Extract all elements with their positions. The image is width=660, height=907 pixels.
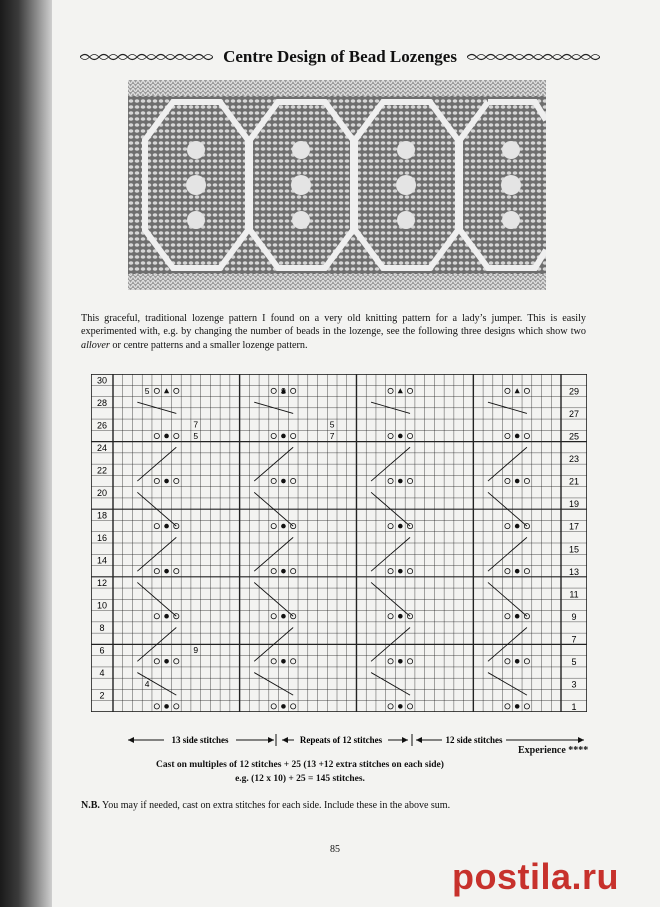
bead-dot-mark	[515, 614, 520, 619]
bead-dot-mark	[281, 614, 286, 619]
left-section-label: 13 side stitches	[171, 735, 229, 745]
page-number: 85	[330, 844, 340, 855]
intro-text: This graceful, traditional lozenge pattern I found on a very old knitting pattern for a lady’s jumper. This is easily experimented with, e.g. by changing the number of beads in the lozenge, see the following three designs which show two	[81, 313, 586, 338]
bead-dot-mark	[398, 569, 403, 574]
row-label-left: 20	[96, 487, 108, 498]
bead-dot-mark	[515, 659, 520, 664]
row-label-left: 14	[96, 555, 108, 566]
stitch-section-line	[126, 733, 586, 747]
row-label-left: 6	[99, 645, 105, 656]
stitch-count-label: 9	[281, 385, 286, 396]
stitch-count-label: 7	[329, 430, 335, 441]
note-text: You may if needed, cast on extra stitches for each side. Include these in the above sum.	[99, 800, 451, 811]
row-label-right: 19	[568, 499, 580, 510]
row-label-right: 15	[568, 544, 580, 555]
row-label-left: 4	[99, 668, 105, 679]
left-ornament-icon	[80, 52, 213, 62]
row-label-right: 25	[568, 431, 580, 442]
row-label-left: 8	[99, 623, 105, 634]
bead-dot-mark	[515, 704, 520, 709]
experience-rating: Experience ****	[518, 745, 589, 756]
note-label: N.B.	[81, 800, 100, 811]
bead-dot-mark	[281, 569, 286, 574]
bead-dot-mark	[398, 524, 403, 529]
row-label-left: 30	[96, 375, 108, 386]
book-gutter-shadow	[0, 0, 52, 907]
title-row	[80, 42, 600, 72]
stitch-count-label: 5	[193, 430, 199, 441]
row-label-left: 16	[96, 533, 108, 543]
row-label-right: 17	[568, 521, 580, 532]
intro-italic: allover	[81, 339, 110, 351]
page-title: Centre Design of Bead Lozenges	[223, 47, 457, 66]
right-ornament-icon	[467, 52, 600, 62]
intro-text-end: or centre patterns and a smaller lozenge pattern.	[109, 339, 308, 351]
note-paragraph	[81, 800, 450, 811]
bead-dot-mark	[164, 614, 169, 619]
stitch-count-label: 9	[193, 645, 199, 656]
bead-dot-mark	[398, 479, 403, 484]
bead-dot-mark	[398, 614, 403, 619]
bead-dot-mark	[281, 434, 286, 439]
knitted-lace-photo	[128, 80, 546, 290]
row-label-left: 12	[96, 578, 108, 589]
cast-on-example: e.g. (12 x 10) + 25 = 145 stitches.	[235, 774, 365, 784]
bead-dot-mark	[164, 524, 169, 529]
middle-section-label: Repeats of 12 stitches	[299, 735, 383, 745]
row-label-right: 3	[571, 679, 577, 690]
cast-on-instructions: Cast on multiples of 12 stitches + 25 (13 +12 extra stitches on each side)	[156, 760, 444, 770]
bead-dot-mark	[164, 479, 169, 484]
row-label-left: 22	[96, 465, 108, 476]
bead-dot-mark	[515, 434, 520, 439]
row-label-left: 10	[96, 600, 108, 611]
bead-dot-mark	[515, 524, 520, 529]
watermark-logo: postila.ru	[452, 856, 620, 897]
stitch-count-label: 5	[144, 385, 150, 396]
bead-dot-mark	[398, 659, 403, 664]
bead-dot-mark	[515, 479, 520, 484]
bead-dot-mark	[398, 704, 403, 709]
knitting-chart	[91, 374, 587, 712]
row-label-right: 13	[568, 566, 580, 577]
row-label-right: 23	[568, 454, 580, 465]
row-label-left: 18	[96, 510, 108, 521]
right-section-label: 12 side stitches	[445, 735, 503, 745]
row-label-right: 11	[569, 589, 579, 600]
bead-dot-mark	[281, 524, 286, 529]
bead-dot-mark	[164, 659, 169, 664]
row-label-right: 5	[571, 656, 577, 667]
row-label-right: 1	[571, 702, 577, 712]
bead-dot-mark	[164, 434, 169, 439]
row-label-right: 29	[568, 386, 580, 397]
bead-dot-mark	[515, 569, 520, 574]
row-label-left: 24	[96, 442, 108, 453]
bead-dot-mark	[281, 479, 286, 484]
row-label-right: 9	[571, 611, 577, 622]
bead-dot-mark	[281, 659, 286, 664]
row-label-right: 21	[568, 476, 580, 487]
row-label-left: 26	[96, 420, 108, 431]
stitch-count-label: 7	[193, 419, 199, 430]
bead-dot-mark	[164, 704, 169, 709]
bead-dot-mark	[281, 704, 286, 709]
stitch-count-label: 5	[329, 419, 335, 430]
bead-dot-mark	[398, 434, 403, 439]
bead-dot-mark	[164, 569, 169, 574]
row-label-right: 7	[571, 634, 577, 645]
row-label-right: 27	[568, 409, 580, 420]
stitch-count-label: 4	[144, 678, 150, 689]
row-label-left: 28	[96, 397, 108, 408]
row-label-left: 2	[99, 690, 105, 701]
intro-paragraph	[81, 312, 586, 352]
